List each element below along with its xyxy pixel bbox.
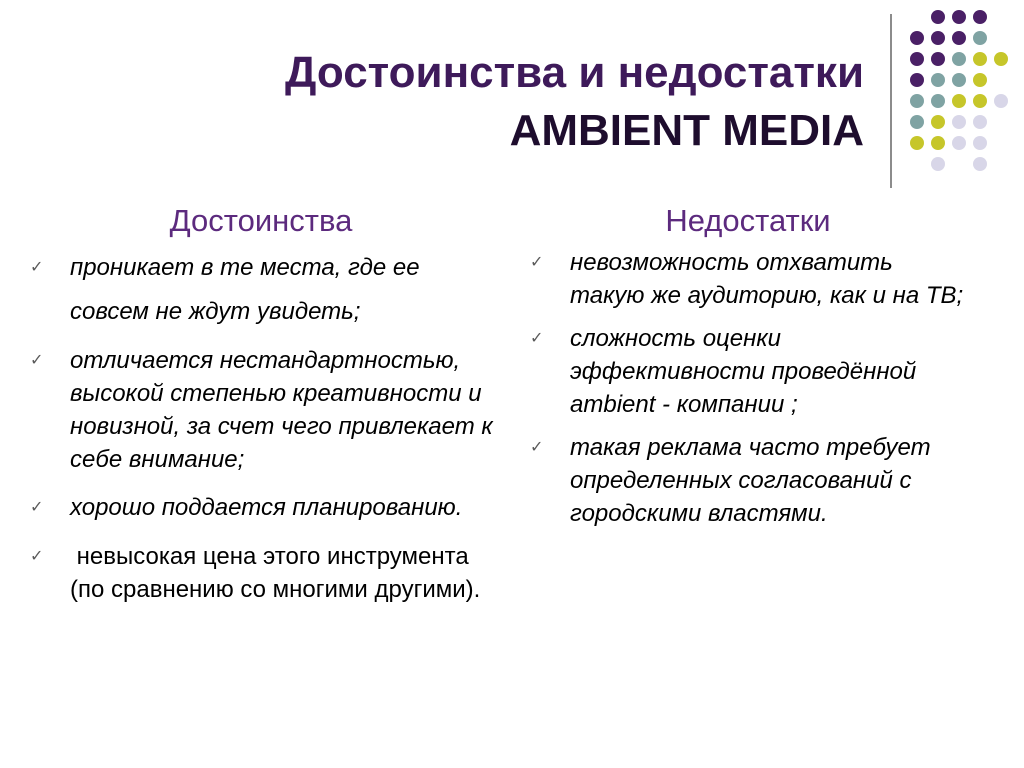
list-item-text: сложность оценки эффективности проведённой ambient - компании ; <box>570 325 917 418</box>
list-item <box>528 246 968 312</box>
decorative-dot <box>973 31 987 45</box>
list-item <box>28 540 498 606</box>
decorative-dot <box>952 94 966 108</box>
advantages-list <box>28 246 498 606</box>
divider-line <box>890 14 892 188</box>
advantages-heading: Достоинства <box>169 203 353 238</box>
decorative-dot <box>973 115 987 129</box>
decorative-dot <box>973 10 987 24</box>
decorative-dot <box>952 115 966 129</box>
disadvantages-column <box>528 200 968 540</box>
checkmark-icon: ✓ <box>30 499 44 516</box>
decorative-dot <box>952 73 966 87</box>
list-item-text: невысокая цена этого инструмента (по сравнению со многими другими). <box>70 543 481 603</box>
decorative-dot <box>910 73 924 87</box>
title-line-1: Достоинства и недостатки <box>285 48 864 97</box>
list-item-text: хорошо поддается планированию. <box>70 494 463 521</box>
disadvantages-heading: Недостатки <box>665 203 831 238</box>
list-item-text: отличается нестандартностью, высокой степенью креативности и новизной, за счет чего привлекает к себе внимание; <box>70 347 493 473</box>
list-item-text: проникает в те места, где ее совсем не ждут увидеть; <box>70 254 420 325</box>
decorative-dot <box>931 52 945 66</box>
title-line-2: AMBIENT MEDIA <box>509 106 864 155</box>
list-item <box>28 246 498 334</box>
list-item <box>28 486 498 530</box>
decorative-dot <box>910 115 924 129</box>
checkmark-icon: ✓ <box>530 439 544 456</box>
slide-title <box>285 44 864 160</box>
decorative-dot <box>973 157 987 171</box>
decorative-dot <box>973 94 987 108</box>
list-item <box>528 322 968 421</box>
decorative-dot <box>931 31 945 45</box>
decorative-dot <box>931 157 945 171</box>
checkmark-icon: ✓ <box>30 548 44 565</box>
decorative-dot <box>931 73 945 87</box>
checkmark-icon: ✓ <box>530 330 544 347</box>
decorative-dot <box>910 94 924 108</box>
disadvantages-list <box>528 246 968 530</box>
checkmark-icon: ✓ <box>30 259 44 276</box>
decorative-dot <box>952 31 966 45</box>
decorative-dot <box>952 52 966 66</box>
decorative-dot <box>952 10 966 24</box>
decorative-dot <box>910 31 924 45</box>
decorative-dot <box>973 73 987 87</box>
list-item <box>528 431 968 530</box>
decorative-dot <box>931 115 945 129</box>
decorative-dot <box>994 94 1008 108</box>
advantages-column <box>28 200 498 616</box>
decorative-dot <box>994 52 1008 66</box>
decorative-dot <box>973 52 987 66</box>
list-item-text: такая реклама часто требует определенных согласований с городскими властями. <box>570 434 931 527</box>
decorative-dot <box>973 136 987 150</box>
checkmark-icon: ✓ <box>530 254 544 271</box>
list-item <box>28 344 498 476</box>
decorative-dot <box>931 136 945 150</box>
list-item-text: невозможность отхватить такую же аудиторию, как и на ТВ; <box>570 249 964 309</box>
decorative-dot <box>952 136 966 150</box>
checkmark-icon: ✓ <box>30 352 44 369</box>
decorative-dot <box>931 10 945 24</box>
decorative-dot <box>910 52 924 66</box>
decorative-dot <box>910 136 924 150</box>
decorative-dot <box>931 94 945 108</box>
